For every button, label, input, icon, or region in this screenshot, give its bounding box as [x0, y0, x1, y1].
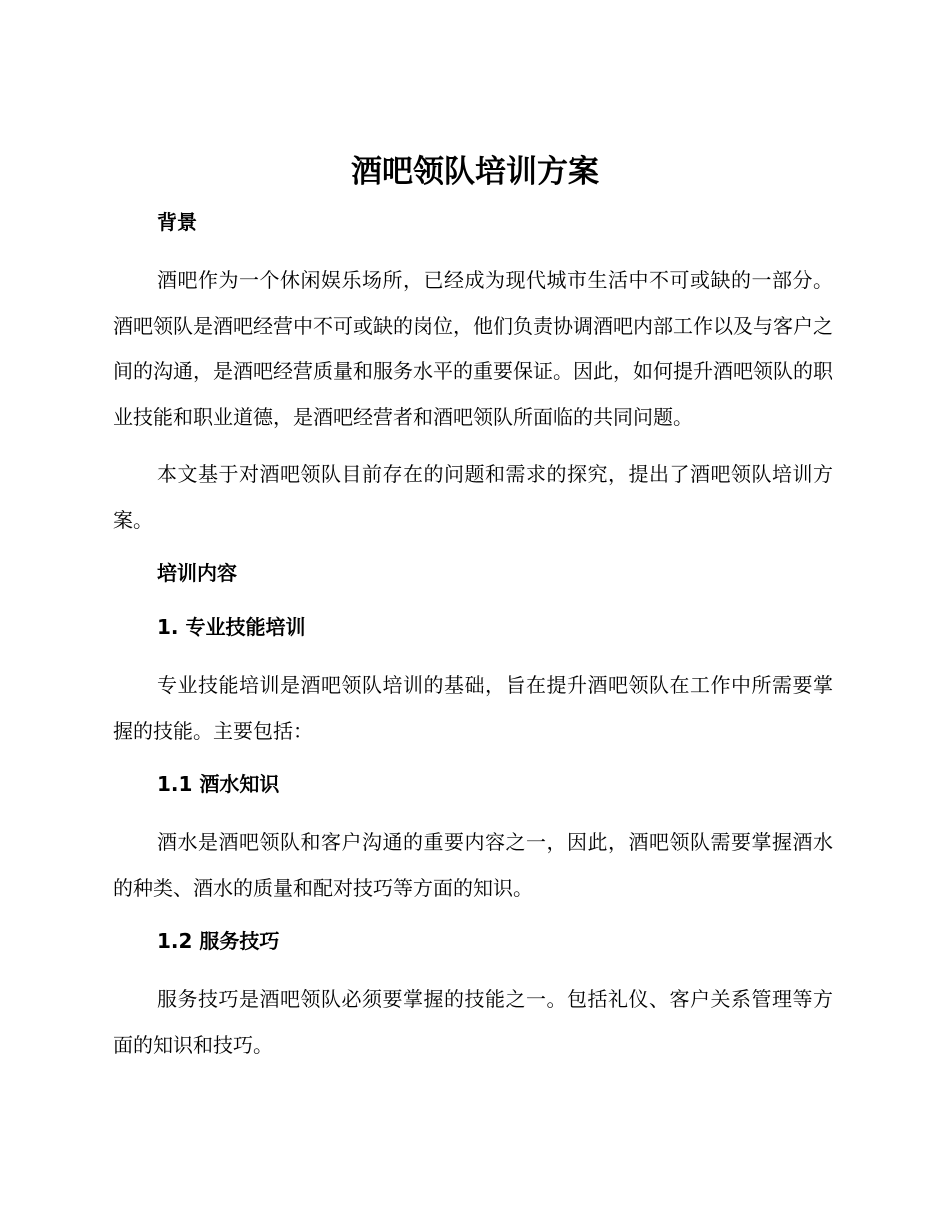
paragraph-drinks: 酒水是酒吧领队和客户沟通的重要内容之一，因此，酒吧领队需要掌握酒水的种类、酒水的质量和配对技巧等方面的知识。	[113, 830, 833, 900]
paragraph-service: 服务技巧是酒吧领队必须要掌握的技能之一。包括礼仪、客户关系管理等方面的知识和技巧。	[113, 987, 833, 1057]
document-title: 酒吧领队培训方案	[351, 154, 599, 190]
paragraph-skills: 专业技能培训是酒吧领队培训的基础，旨在提升酒吧领队在工作中所需要掌握的技能。主要包括：	[113, 673, 833, 743]
paragraph-background-2: 本文基于对酒吧领队目前存在的问题和需求的探究，提出了酒吧领队培训方案。	[113, 462, 833, 532]
section-heading-training: 培训内容	[157, 561, 237, 585]
document-body	[113, 204, 833, 1068]
subsection-heading-drinks: 1.1 酒水知识	[157, 772, 280, 796]
section-heading-background: 背景	[157, 210, 197, 234]
subsection-heading-service: 1.2 服务技巧	[157, 929, 280, 953]
paragraph-background-1: 酒吧作为一个休闲娱乐场所，已经成为现代城市生活中不可或缺的一部分。酒吧领队是酒吧经营中不可或缺的岗位，他们负责协调酒吧内部工作以及与客户之间的沟通，是酒吧经营质量和服务水平的重要保证。因此，如何提升酒吧领队的职业技能和职业道德，是酒吧经营者和酒吧领队所面临的共同问题。	[113, 268, 833, 429]
subsection-heading-skills: 1. 专业技能培训	[157, 615, 306, 639]
